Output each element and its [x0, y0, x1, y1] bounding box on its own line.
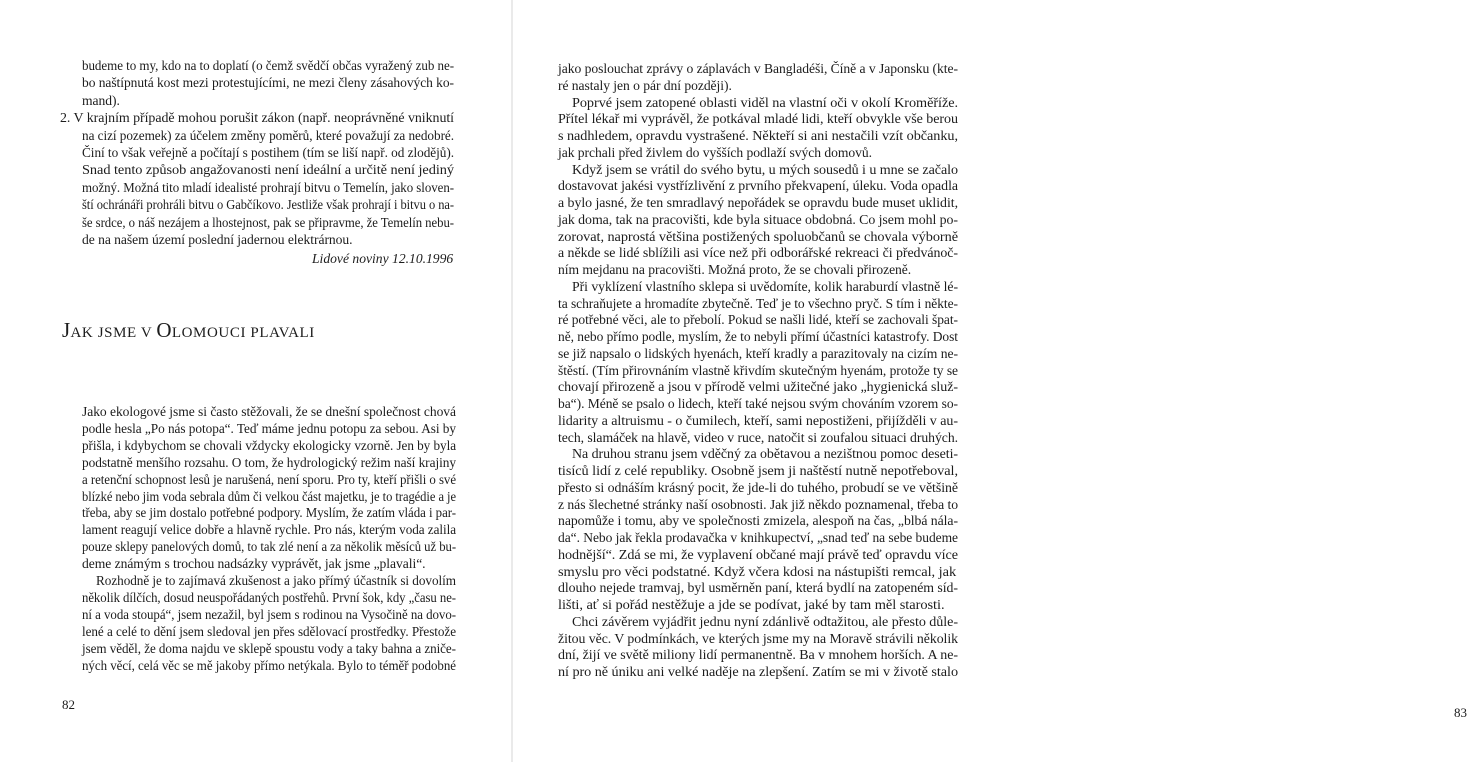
- text-line: Činí to však veřejně a počítají s postihem (tím se liší např. od zlodějů).: [82, 145, 454, 160]
- text-line: dostavovat jakési vystřízlivění z prvního překvapení, úleku. Voda opadla: [558, 178, 958, 194]
- text-line: a bylo jasné, že ten smradlavý nepořádek se opravdu bude muset uklidit,: [558, 195, 958, 210]
- text-line: jsem věděl, že doma najdu ve sklepě spoustu vody a taky bahna a zniče-: [82, 640, 456, 656]
- page-number-right: 83: [1454, 705, 1467, 720]
- text-line: blízké nebo jim voda sebrala dům či velkou část majetku, je to tragédie a je: [82, 488, 456, 504]
- text-line: ní pro ně úniku ani velké naděje na zlepšení. Zatím se mi v životě stalo: [558, 664, 958, 679]
- text-line: možný. Možná tito mladí idealisté prohrají bitvu o Temelín, jako sloven-: [82, 179, 454, 195]
- text-line: mand).: [82, 92, 120, 108]
- text-line: Chci závěrem vyjádřit jednu nyní zdánlivě odtažitou, ale přesto důle-: [572, 613, 958, 629]
- text-line: lament reagují velice dobře a hlavně rychle. Pro nás, kterým voda zalila: [82, 522, 456, 538]
- text-line: přesto si odnáším krásný pocit, že jde-li do tuhého, probudí se ve většině: [558, 479, 958, 495]
- text-line: jako poslouchat zprávy o záplavách v Bangladéši, Číně a v Japonsku (kte-: [558, 61, 958, 76]
- text-line: a retenční schopnost lesů je narušená, není sporu. Pro ty, kteří přišli o své: [82, 471, 456, 487]
- text-line: jak doma, tak na pracovišti, kde byla situace obdobná. Co jsem mohl po-: [558, 211, 958, 227]
- text-line: podle hesla „Po nás potopa“. Teď máme jednu potopu za sebou. Asi by: [82, 420, 456, 436]
- text-line: na cizí pozemek) za účelem změny poměrů, které považují za nedobré.: [82, 127, 454, 143]
- text-line: de na našem území poslední jadernou elektrárnou.: [82, 232, 353, 247]
- text-line: tisíců lidí z celé republiky. Osobně jsem ji naštěstí nutně nepotřeboval,: [558, 463, 958, 478]
- left-page: [0, 0, 512, 762]
- text-line: da“. Nebo jak řekla prodavačka v knihkupectví, „snad teď na sebe budeme: [558, 530, 958, 545]
- text-line: Jako ekologové jsme si často stěžovali, že se dnešní společnost chová: [82, 404, 456, 419]
- text-line: ba“). Méně se psalo o lidech, kteří také nejsou svým chováním vzorem so-: [558, 396, 958, 411]
- text-line: ním mejdanu na pracovišti. Možná proto, že se chovali přirozeně.: [558, 262, 912, 277]
- text-line: hodnější“. Zdá se mi, že vyplavení občané mají právě teď opravdu více: [558, 546, 958, 562]
- text-line: podstatně menšího rozsahu. O tom, že hydrologický režim naší krajiny: [82, 454, 456, 470]
- text-line: Snad tento způsob angažovanosti není ideální a určitě není jediný: [82, 162, 454, 178]
- article-source: Lidové noviny 12.10.1996: [312, 251, 454, 266]
- text-line: Na druhou stranu jsem vděčný za obětavou a nezištnou pomoc deseti-: [572, 446, 958, 462]
- text-line: štěstí. (Tím přirovnáním vlastně křivdím skutečným hyenám, protože ty se: [558, 362, 958, 378]
- text-line: ré potřebné věci, ale to přebolí. Pokud se našli lidé, kteří se zachovali špat-: [558, 312, 958, 328]
- text-line: dní, žijí ve světě miliony lidí permanentně. Ba v mnohem horších. A ne-: [558, 647, 958, 663]
- text-line: přišla, i kdybychom se chovali vždycky ekologicky vzorně. Jen by byla: [82, 437, 456, 453]
- text-line: třeba, aby se jim dostalo potřebné podpory. Myslím, že zatím vláda i par-: [82, 505, 456, 521]
- text-line: ré nastaly jen o pár dní později).: [558, 77, 732, 93]
- text-line: smyslu pro věci podstatné. Když včera kdosi na nástupišti remcal, jak: [558, 563, 957, 579]
- text-line: se již napsalo o lidských hyenách, kteří kradly a parazitovaly na cizím ne-: [558, 345, 958, 361]
- text-line: lidarity a altruismu - o čumilech, kteří, sami nepostiženi, přijížděli v au-: [558, 412, 958, 428]
- text-line: ní a voda stoupá“, jsem nezažil, byl jsem s rodinou na Vysočině na dovo-: [82, 606, 456, 622]
- text-line: pouze sklepy panelových domů, to tak zlé není a za několik měsíců už bu-: [82, 539, 456, 555]
- text-line: deme známým s trochou nadsázky vyprávět, jak jsme „plavali“.: [82, 556, 426, 572]
- text-line: napomůže i tomu, aby ve společnosti zmizela, alespoň na čas, „blbá nála-: [558, 513, 958, 529]
- text-line: Rozhodně je to zajímavá zkušenost a jako přímý účastník si dovolím: [96, 573, 456, 588]
- right-page: [512, 0, 1467, 762]
- text-line: ta schraňujete a hromadíte zbytečně. Teď je to všechno pryč. S tím i někte-: [558, 295, 958, 311]
- text-line: s nadhledem, opravdu vystrašené. Někteří si ani nestačili vzít občanku,: [558, 128, 958, 143]
- text-line: ně, nebo přímo podle, myslím, že to nebyli přímí účastníci katastrofy. Dost: [558, 329, 958, 344]
- text-line: Přítel lékař mi vyprávěl, že potkával mladé lidi, kteří obvykle vše berou: [558, 111, 958, 127]
- text-line: několik dílčích, dosud neuspořádaných postřehů. První šok, kdy „času ne-: [82, 589, 456, 605]
- text-line: Poprvé jsem zatopené oblasti viděl na vlastní oči v okolí Kroměříže.: [572, 94, 958, 110]
- text-line: z nás šlechetné stránky naší osobnosti. Jak již někdo poznamenal, třeba to: [558, 496, 958, 512]
- text-line: žitou věc. V podmínkách, ve kterých jsme my na Moravě strávili několik: [558, 630, 958, 646]
- page-number-left: 82: [62, 697, 75, 712]
- text-line: Při vyklízení vlastního sklepa si uvědomíte, kolik haraburdí vlastně lé-: [572, 278, 958, 294]
- text-line: zorovat, naprostá většina postižených spoluobčanů se chovala výborně: [558, 228, 958, 244]
- text-line: lišti, ať si pořád nestěžuje a jde se podívat, jaké by tam měl starosti.: [558, 597, 945, 612]
- text-line: ští ochránáři prohráli bitvu o Gabčíkovo. Jestliže však prohrají i bitvu o na-: [82, 197, 454, 213]
- text-line: lené a celé to dění jsem sledoval jen přes sdělovací prostředky. Přestože: [82, 623, 456, 639]
- text-line: chovají přirozeně a jsou v přírodě velmi užitečné jako „hygienická služ-: [558, 379, 958, 395]
- text-line: tech, slamáček na hlavě, video v ruce, natočit si zoufalou situaci druhých.: [558, 429, 958, 445]
- text-line: še srdce, o náš nezájem a lhostejnost, pak se připravme, že Temelín nebu-: [82, 214, 454, 230]
- text-line: ných věcí, celá věc se mě jakoby přímo netýkala. Bylo to téměř podobné: [82, 657, 456, 673]
- text-line: jak prchali před živlem do vyšších podlaží svých domovů.: [558, 144, 872, 160]
- text-line: Když jsem se vrátil do svého bytu, u mých sousedů i u mne se začalo: [572, 161, 958, 177]
- text-line: 2. V krajním případě mohou porušit zákon (např. neoprávněné vniknutí: [60, 110, 455, 126]
- text-line: a někde se lidé sblížili asi více než při odborářské rekreaci či předvánoč-: [558, 245, 958, 261]
- text-line: bo naštípnutá kost mezi protestujícími, ne mezi členy zásahových ko-: [82, 75, 454, 91]
- chapter-heading: JAK JSME V OLOMOUCI PLAVALI: [62, 318, 315, 342]
- text-line: budeme to my, kdo na to doplatí (o čemž svědčí občas vyražený zub ne-: [82, 58, 454, 73]
- text-line: dlouho nejede tramvaj, byl usměrněn paní, která bydlí na zatopeném síd-: [558, 580, 958, 596]
